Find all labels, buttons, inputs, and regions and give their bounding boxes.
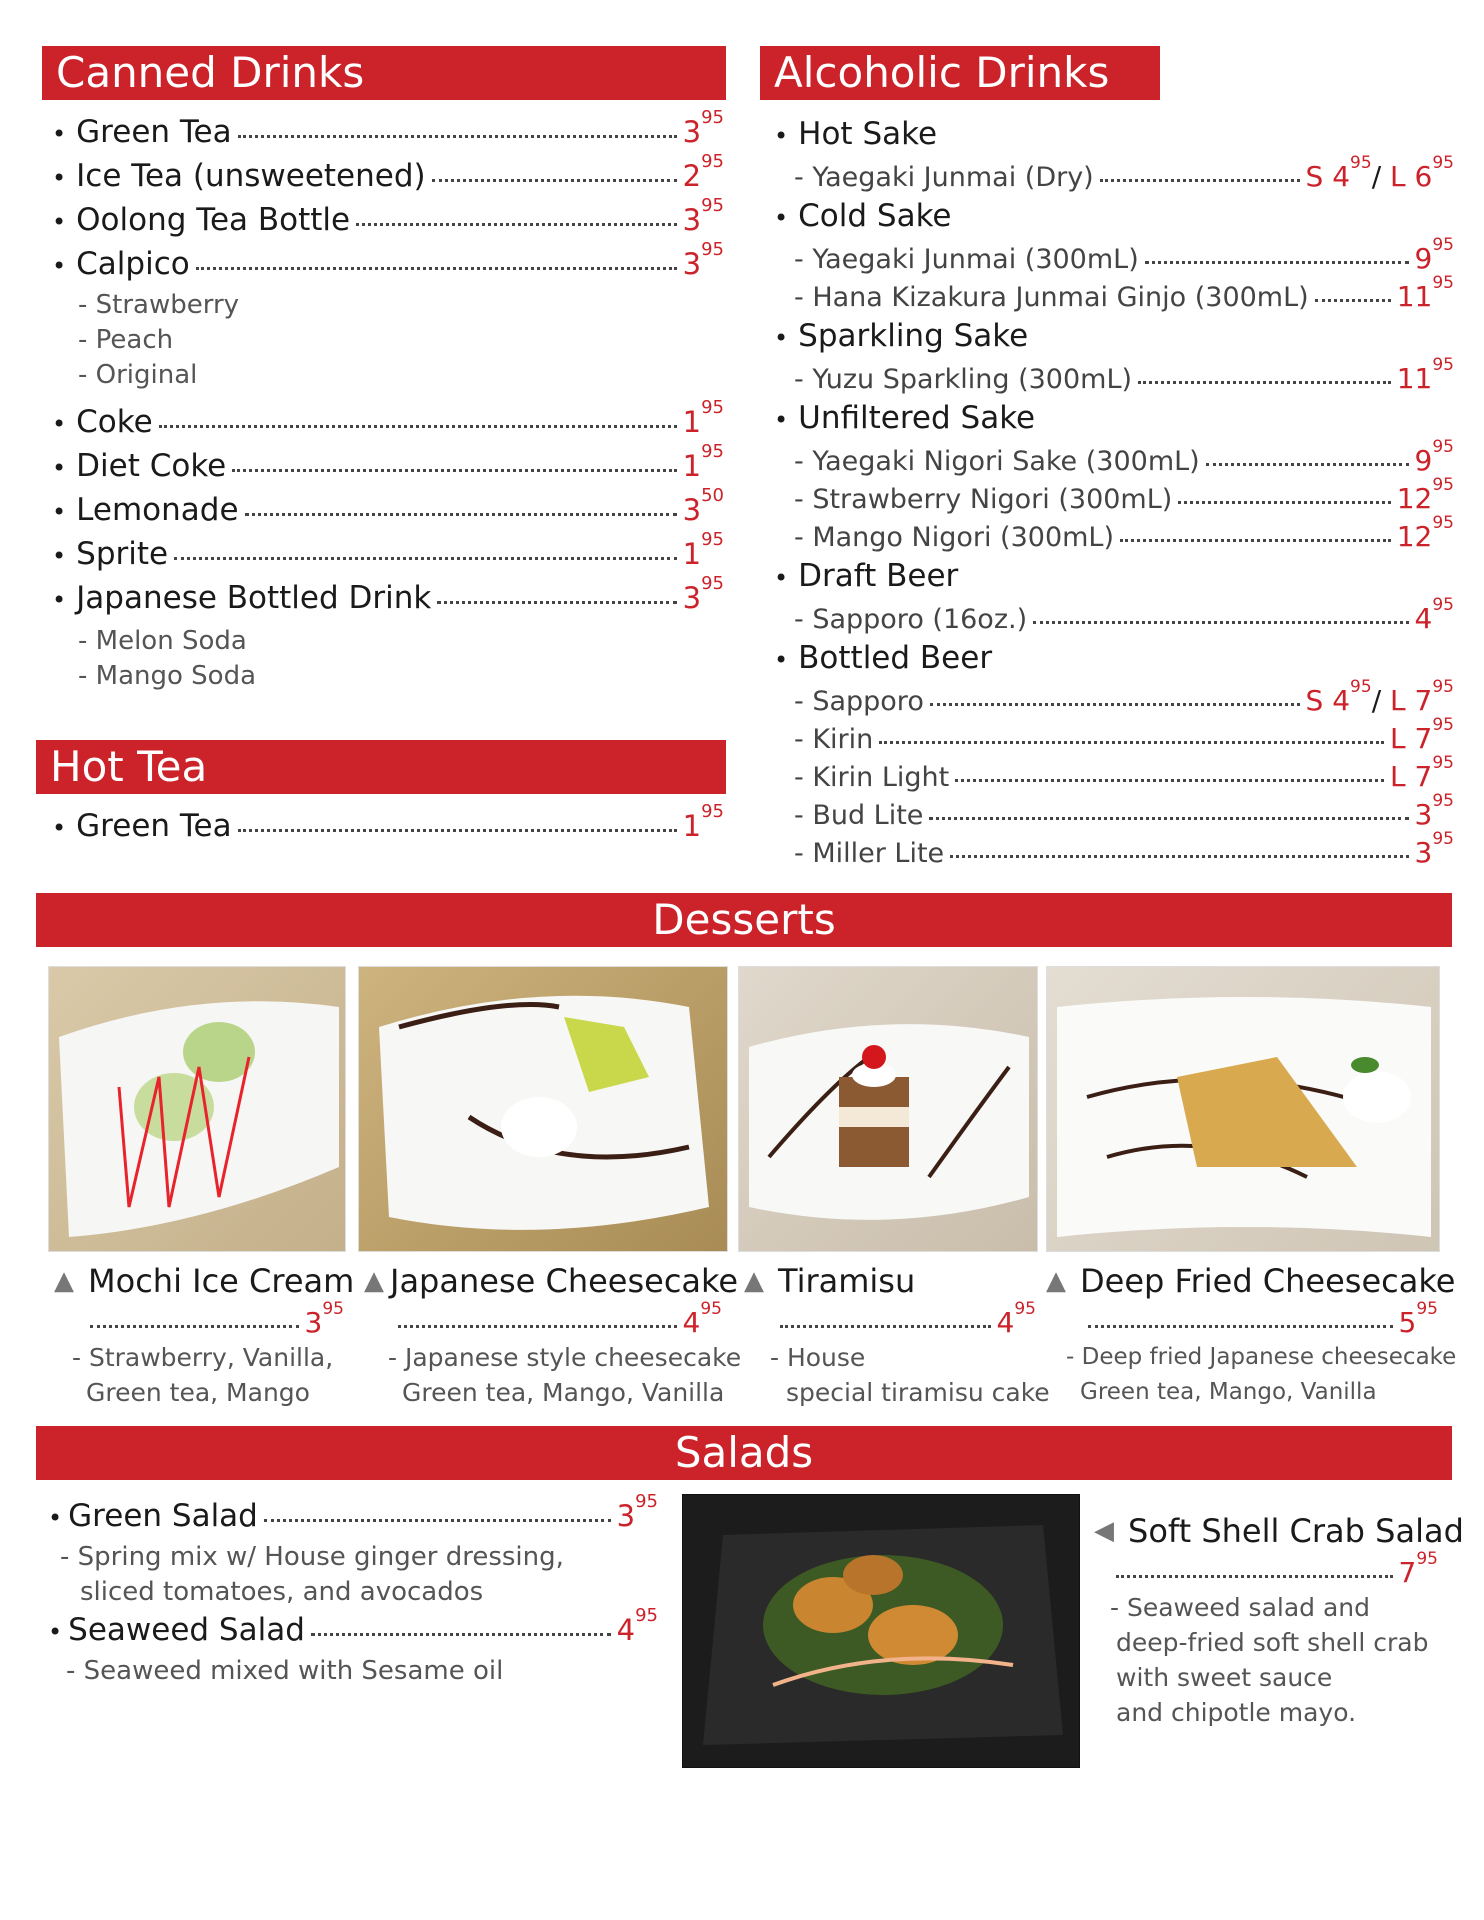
dot-leader xyxy=(437,601,676,604)
drink-group xyxy=(774,198,952,242)
dot-leader xyxy=(1120,539,1391,542)
dessert-description: - Strawberry, Vanilla, Green tea, Mango xyxy=(72,1343,334,1407)
menu-item xyxy=(52,107,724,158)
drink-item xyxy=(794,753,1454,796)
item-price: $3^{95}$ xyxy=(682,573,724,615)
item-price: $1^{95}$ xyxy=(682,801,724,843)
item-name: Ice Tea (unsweetened) xyxy=(76,158,426,194)
alcoholic-drinks-header xyxy=(760,46,1160,100)
item-name: - Hana Kizakura Junmai Ginjo (300mL) xyxy=(794,282,1309,313)
drink-item xyxy=(794,791,1454,834)
bullet: • xyxy=(48,1618,63,1646)
item-price: $3^{95}$ xyxy=(616,1491,658,1533)
menu-item xyxy=(52,529,724,580)
item-name: - Strawberry Nigori (300mL) xyxy=(794,484,1173,515)
dot-leader xyxy=(238,135,677,138)
item-price: $11^{95}$ xyxy=(1396,273,1454,313)
item-name: - Sapporo xyxy=(794,686,924,717)
item-name: - Miller Lite xyxy=(794,838,945,869)
dot-leader xyxy=(1116,1575,1393,1578)
menu-item xyxy=(52,397,724,448)
salad-item xyxy=(48,1605,658,1656)
dessert-name: ▲ Japanese Cheesecake xyxy=(364,1262,739,1300)
dessert-description: - Japanese style cheesecake Green tea, Mango, Vanilla xyxy=(388,1343,742,1407)
item-name: Green Salad xyxy=(68,1498,258,1534)
bullet: • xyxy=(48,1504,63,1532)
drink-item xyxy=(794,595,1454,638)
dot-leader xyxy=(950,855,1408,858)
bullet: • xyxy=(52,586,67,614)
triangle-up-icon: ▲ xyxy=(744,1266,764,1296)
drink-item xyxy=(794,677,1454,720)
dot-leader xyxy=(1138,381,1391,384)
fried-cheesecake-illustration xyxy=(1047,967,1440,1252)
dessert-price-line xyxy=(774,1299,1036,1342)
bullet: • xyxy=(52,164,67,192)
item-price: $3^{95}$ xyxy=(682,239,724,281)
mochi-illustration xyxy=(49,967,346,1252)
menu-item xyxy=(52,151,724,202)
dot-leader xyxy=(159,425,677,428)
bullet: • xyxy=(774,204,789,232)
menu-item xyxy=(52,441,724,492)
desserts-header xyxy=(36,893,1452,947)
salad-description: - Spring mix w/ House ginger dressing, xyxy=(60,1542,564,1572)
item-price: $3^{95}$ xyxy=(682,195,724,237)
bottled-option: - Mango Soda xyxy=(78,661,257,691)
dot-leader xyxy=(311,1633,611,1636)
item-price: $3^{95}$ xyxy=(1414,829,1454,869)
item-price: $11^{95}$ xyxy=(1396,355,1454,395)
dot-leader xyxy=(1088,1325,1393,1328)
dot-leader xyxy=(432,179,677,182)
dot-leader xyxy=(879,741,1384,744)
bullet: • xyxy=(774,324,789,352)
bullet: • xyxy=(52,208,67,236)
drink-item xyxy=(794,235,1454,278)
item-name: - Kirin xyxy=(794,724,874,755)
dessert-price-line xyxy=(84,1299,344,1342)
item-name: - Yaegaki Nigori Sake (300mL) xyxy=(794,446,1200,477)
item-price: L $7^{95}$ xyxy=(1390,753,1454,793)
dessert-name: ▲ Tiramisu xyxy=(744,1262,916,1300)
dot-leader xyxy=(1315,299,1391,302)
bullet: • xyxy=(774,406,789,434)
dot-leader xyxy=(929,817,1408,820)
tiramisu-photo xyxy=(738,966,1038,1252)
dot-leader xyxy=(196,267,677,270)
bullet: • xyxy=(52,814,67,842)
drink-group xyxy=(774,400,1035,444)
item-price: S $4^{95}/$ L $7^{95}$ xyxy=(1305,677,1454,717)
drink-group xyxy=(774,116,937,160)
salads-header xyxy=(36,1426,1452,1480)
item-name: - Sapporo (16oz.) xyxy=(794,604,1028,635)
mochi-ice-cream-photo xyxy=(48,966,346,1252)
item-name: - Yaegaki Junmai (Dry) xyxy=(794,162,1094,193)
item-price: $3^{95}$ xyxy=(1414,791,1454,831)
drink-group xyxy=(774,640,992,684)
group-name: Hot Sake xyxy=(798,116,938,152)
calpico-option: - Peach xyxy=(78,325,174,355)
crab-salad-price-line xyxy=(1110,1549,1438,1592)
group-name: Bottled Beer xyxy=(798,640,993,676)
japanese-cheesecake-photo xyxy=(358,966,728,1252)
item-name: Coke xyxy=(76,404,153,440)
dessert-price-line xyxy=(1082,1299,1438,1342)
item-price: L $7^{95}$ xyxy=(1390,715,1454,755)
canned-drinks-title: Canned Drinks xyxy=(56,48,365,97)
salad-item xyxy=(48,1491,658,1542)
menu-item xyxy=(52,485,724,536)
cheesecake-illustration xyxy=(359,967,728,1252)
item-name: Lemonade xyxy=(76,492,239,528)
hot-tea-header xyxy=(36,740,726,794)
dot-leader xyxy=(1206,463,1409,466)
item-price: $4^{95}$ xyxy=(1414,595,1454,635)
deep-fried-cheesecake-photo xyxy=(1046,966,1440,1252)
menu-item xyxy=(52,239,724,290)
crab-salad-illustration xyxy=(683,1495,1080,1768)
dot-leader xyxy=(1033,621,1408,624)
item-name: - Mango Nigori (300mL) xyxy=(794,522,1115,553)
dot-leader xyxy=(955,779,1384,782)
dessert-name: ▲ Deep Fried Cheesecake xyxy=(1046,1262,1456,1300)
item-price: $4^{95}$ xyxy=(616,1605,658,1647)
desserts-title: Desserts xyxy=(652,895,836,944)
triangle-left-icon: ◀ xyxy=(1094,1516,1114,1546)
dot-leader xyxy=(1145,261,1409,264)
dessert-price: $5^{95}$ xyxy=(1398,1299,1438,1339)
canned-drinks-header xyxy=(42,46,726,100)
group-name: Sparkling Sake xyxy=(798,318,1029,354)
menu-item xyxy=(52,573,724,624)
bullet: • xyxy=(52,498,67,526)
item-name: Sprite xyxy=(76,536,169,572)
item-price: $3^{95}$ xyxy=(682,107,724,149)
drink-item xyxy=(794,355,1454,398)
dot-leader xyxy=(356,223,677,226)
bullet: • xyxy=(774,564,789,592)
item-name: Seaweed Salad xyxy=(68,1612,305,1648)
crab-salad-price: $7^{95}$ xyxy=(1398,1549,1438,1589)
crab-salad-name: ◀ Soft Shell Crab Salad xyxy=(1094,1512,1464,1550)
item-name: Diet Coke xyxy=(76,448,227,484)
hot-tea-title: Hot Tea xyxy=(50,742,208,791)
item-name: - Yuzu Sparkling (300mL) xyxy=(794,364,1133,395)
dessert-description: - Deep fried Japanese cheesecake Green tea, Mango, Vanilla xyxy=(1066,1344,1457,1405)
drink-item xyxy=(794,513,1454,556)
dot-leader xyxy=(232,469,676,472)
bullet: • xyxy=(52,542,67,570)
dessert-price: $4^{95}$ xyxy=(996,1299,1036,1339)
group-name: Draft Beer xyxy=(798,558,959,594)
salad-description: sliced tomatoes, and avocados xyxy=(80,1577,484,1607)
dessert-price: $3^{95}$ xyxy=(304,1299,344,1339)
item-price: $9^{95}$ xyxy=(1414,235,1454,275)
menu-item xyxy=(52,801,724,852)
dessert-price-line xyxy=(392,1299,722,1342)
dot-leader xyxy=(1100,179,1300,182)
drink-item xyxy=(794,829,1454,872)
dot-leader xyxy=(398,1325,677,1328)
dot-leader xyxy=(930,703,1300,706)
dessert-name: ▲ Mochi Ice Cream xyxy=(54,1262,355,1300)
item-price: $2^{95}$ xyxy=(682,151,724,193)
item-price: $12^{95}$ xyxy=(1396,475,1454,515)
item-name: Calpico xyxy=(76,246,190,282)
item-price: $1^{95}$ xyxy=(682,529,724,571)
tiramisu-illustration xyxy=(739,967,1038,1252)
drink-group xyxy=(774,558,958,602)
item-price: S $4^{95}/$ L $6^{95}$ xyxy=(1305,153,1454,193)
dot-leader xyxy=(238,829,677,832)
dot-leader xyxy=(174,557,677,560)
dessert-price: $4^{95}$ xyxy=(682,1299,722,1339)
dot-leader xyxy=(780,1325,991,1328)
bullet: • xyxy=(52,252,67,280)
item-price: $1^{95}$ xyxy=(682,397,724,439)
drink-item xyxy=(794,437,1454,480)
drink-item xyxy=(794,153,1454,196)
bullet: • xyxy=(52,410,67,438)
item-name: - Yaegaki Junmai (300mL) xyxy=(794,244,1139,275)
drink-item xyxy=(794,475,1454,518)
salads-title: Salads xyxy=(674,1428,814,1477)
group-name: Unfiltered Sake xyxy=(798,400,1036,436)
crab-salad-description: - Seaweed salad and deep-fried soft shell crab with sweet sauce and chipotle mayo. xyxy=(1110,1593,1429,1727)
drink-item xyxy=(794,273,1454,316)
dot-leader xyxy=(245,513,677,516)
item-price: $9^{95}$ xyxy=(1414,437,1454,477)
item-price: $12^{95}$ xyxy=(1396,513,1454,553)
bottled-option: - Melon Soda xyxy=(78,626,247,656)
drink-item xyxy=(794,715,1454,758)
bullet: • xyxy=(774,646,789,674)
item-name: Oolong Tea Bottle xyxy=(76,202,351,238)
item-name: - Bud Lite xyxy=(794,800,924,831)
group-name: Cold Sake xyxy=(798,198,952,234)
bullet: • xyxy=(52,454,67,482)
item-name: Green Tea xyxy=(76,114,232,150)
dessert-description: - House special tiramisu cake xyxy=(770,1343,1050,1407)
calpico-option: - Original xyxy=(78,360,198,390)
soft-shell-crab-salad-photo xyxy=(682,1494,1080,1768)
triangle-up-icon: ▲ xyxy=(1046,1266,1066,1296)
item-name: - Kirin Light xyxy=(794,762,950,793)
drink-group xyxy=(774,318,1028,362)
triangle-up-icon: ▲ xyxy=(54,1266,74,1296)
item-price: $3^{50}$ xyxy=(682,485,724,527)
salad-description: - Seaweed mixed with Sesame oil xyxy=(66,1656,504,1686)
item-price: $1^{95}$ xyxy=(682,441,724,483)
calpico-option: - Strawberry xyxy=(78,290,240,320)
bullet: • xyxy=(774,122,789,150)
alcoholic-drinks-title: Alcoholic Drinks xyxy=(774,48,1110,97)
dot-leader xyxy=(1178,501,1390,504)
item-name: Green Tea xyxy=(76,808,232,844)
triangle-up-icon: ▲ xyxy=(364,1266,384,1296)
dot-leader xyxy=(264,1519,611,1522)
bullet: • xyxy=(52,120,67,148)
dot-leader xyxy=(90,1325,299,1328)
item-name: Japanese Bottled Drink xyxy=(76,580,432,616)
menu-item xyxy=(52,195,724,246)
